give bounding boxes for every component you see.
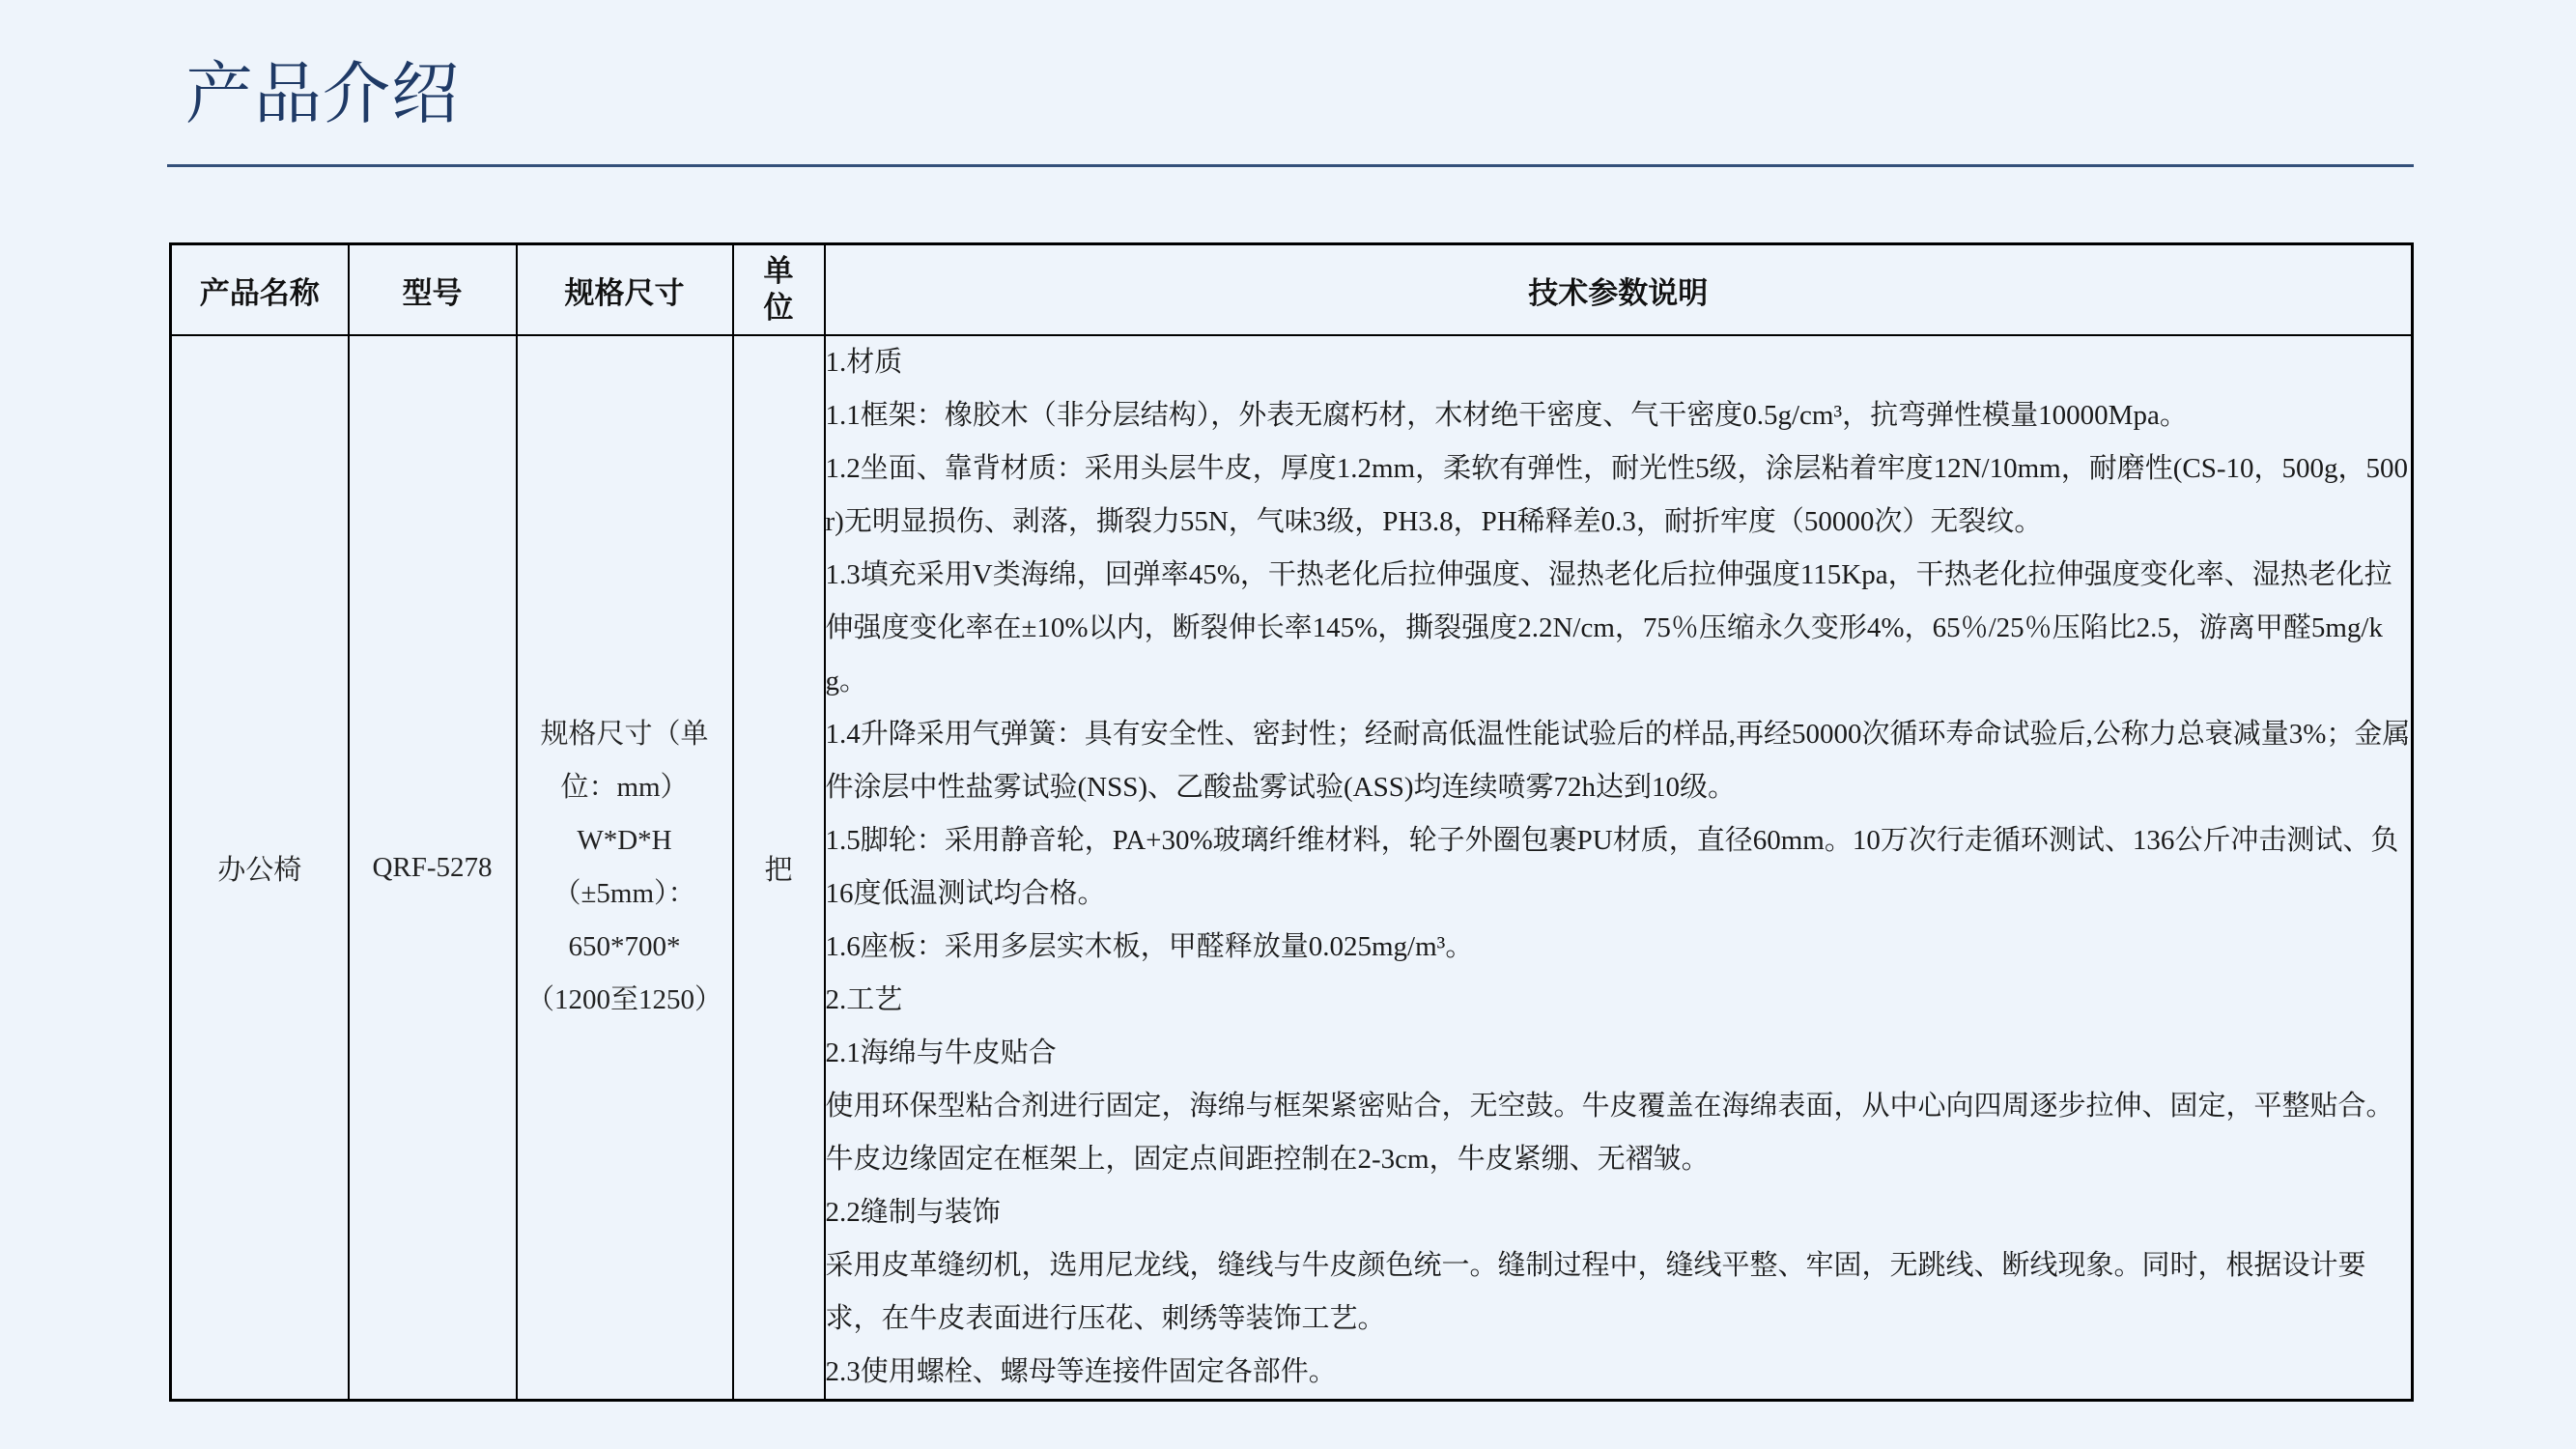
table-header-row (171, 244, 2413, 336)
desc-subheading-bonding: 2.1海绵与牛皮贴合 (825, 1037, 1057, 1068)
desc-frame: 1.1框架：橡胶木（非分层结构），外表无腐朽材，木材绝干密度、气干密度0.5g/cm³，抗弯弹性模量10000Mpa。 (825, 400, 2188, 431)
desc-casters: 1.5脚轮：采用静音轮，PA+30%玻璃纤维材料，轮子外圈包裹PU材质，直径60mm。10万次行走循环测试、136公斤冲击测试、负16度低温测试均合格。 (825, 825, 2399, 909)
size-line: （±5mm）： (552, 878, 696, 909)
cell-size (517, 335, 733, 1401)
desc-filling: 1.3填充采用V类海绵，回弹率45%，干热老化后拉伸强度、湿热老化后拉伸强度115Kpa，干热老化拉伸强度变化率、湿热老化拉伸强度变化率在±10%以内，断裂伸长率145%，撕裂强度2.2N/cm，75％压缩永久变形4%，65％/25％压陷比2.5，游离甲醛5mg/kg。 (825, 559, 2392, 696)
title-divider (167, 164, 2414, 167)
cell-tech-description (825, 335, 2413, 1401)
desc-heading-material: 1.材质 (825, 347, 903, 378)
page-title: 产品介绍 (185, 54, 460, 133)
desc-sewing: 采用皮革缝纫机，选用尼龙线，缝线与牛皮颜色统一。缝制过程中，缝线平整、牢固，无跳线、断线现象。同时，根据设计要求，在牛皮表面进行压花、刺绣等装饰工艺。 (825, 1250, 2366, 1334)
header-unit (733, 244, 825, 336)
desc-seat-back: 1.2坐面、靠背材质：采用头层牛皮，厚度1.2mm，柔软有弹性，耐光性5级，涂层粘着牢度12N/10mm，耐磨性(CS-10，500g，500r)无明显损伤、剥落，撕裂力55N，气味3级，PH3.8，PH稀释差0.3，耐折牢度（50000次）无裂纹。 (825, 453, 2409, 537)
product-spec-table (169, 242, 2414, 1402)
desc-seat-board: 1.6座板：采用多层实木板，甲醛释放量0.025mg/m³。 (825, 931, 1474, 962)
size-line: 位：mm） (560, 772, 689, 803)
desc-bonding: 使用环保型粘合剂进行固定，海绵与框架紧密贴合，无空鼓。牛皮覆盖在海绵表面，从中心向四周逐步拉伸、固定，平整贴合。牛皮边缘固定在框架上，固定点间距控制在2-3cm，牛皮紧绷、无褶皱。 (825, 1091, 2394, 1175)
header-unit-line1: 单 (763, 254, 794, 289)
desc-heading-craft: 2.工艺 (825, 984, 903, 1015)
size-line: W*D*H (577, 825, 672, 856)
cell-model: QRF-5278 (349, 335, 517, 1401)
desc-gas-spring: 1.4升降采用气弹簧：具有安全性、密封性；经耐高低温性能试验后的样品,再经50000次循环寿命试验后,公称力总衰减量3%；金属件涂层中性盐雾试验(NSS)、乙酸盐雾试验(ASS)均连续喷雾72h达到10级。 (825, 719, 2411, 803)
header-product-name: 产品名称 (171, 244, 349, 336)
size-line: （1200至1250） (525, 984, 722, 1015)
table-row (171, 335, 2413, 1401)
cell-unit: 把 (733, 335, 825, 1401)
header-model: 型号 (349, 244, 517, 336)
header-size: 规格尺寸 (517, 244, 733, 336)
cell-product-name: 办公椅 (171, 335, 349, 1401)
desc-fasteners: 2.3使用螺栓、螺母等连接件固定各部件。 (825, 1356, 1337, 1387)
size-line: 650*700* (568, 931, 681, 962)
header-unit-line2: 位 (763, 291, 794, 326)
size-line: 规格尺寸（单 (540, 719, 709, 750)
header-tech-description: 技术参数说明 (825, 244, 2413, 336)
desc-subheading-sewing: 2.2缝制与装饰 (825, 1197, 1001, 1228)
